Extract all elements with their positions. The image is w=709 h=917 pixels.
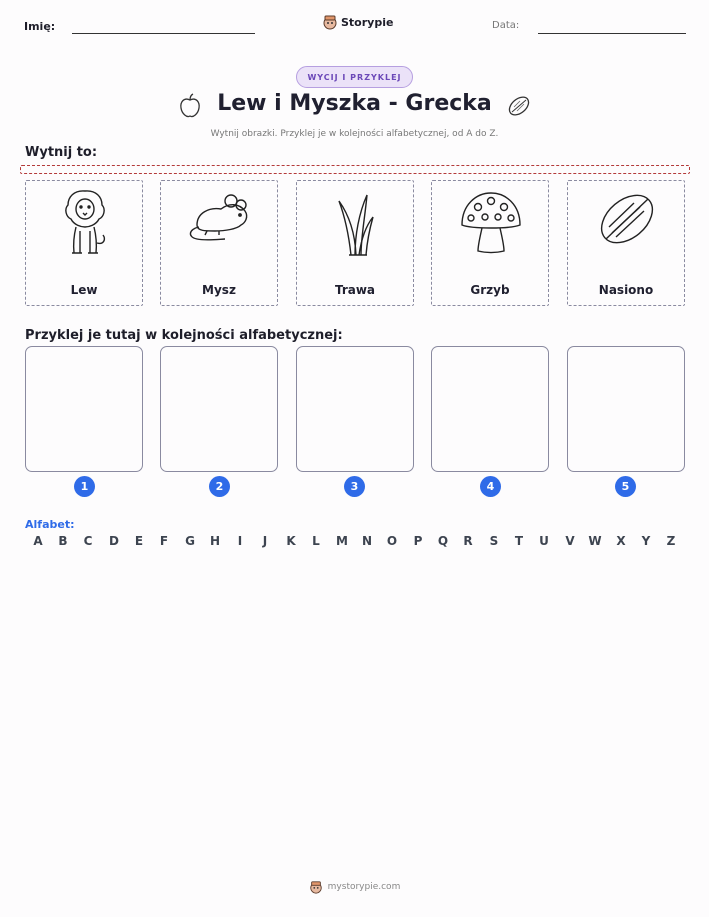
alphabet-letter: I <box>237 534 243 548</box>
alphabet-row <box>25 534 685 550</box>
alphabet-label: Alfabet: <box>25 518 75 531</box>
paste-section-label: Przyklej je tutaj w kolejności alfabetycznej: <box>25 328 343 343</box>
activity-badge: WYCIJ I PRZYKLEJ <box>296 66 413 88</box>
alphabet-letter: E <box>134 534 144 548</box>
instructions: Wytnij obrazki. Przyklej je w kolejności alfabetycznej, od A do Z. <box>210 129 499 139</box>
name-line <box>72 33 255 34</box>
alphabet-letter: A <box>33 534 43 548</box>
storypie-mascot-icon <box>309 880 323 894</box>
footer-url[interactable]: mystorypie.com <box>327 882 401 892</box>
alphabet-letter: N <box>361 534 373 548</box>
name-label: Imię: <box>24 20 56 33</box>
apple-icon <box>178 93 202 119</box>
alphabet-letter: R <box>463 534 473 548</box>
alphabet-letter: L <box>312 534 320 548</box>
alphabet-letter: W <box>588 534 602 548</box>
cut-section-label: Wytnij to: <box>25 145 98 160</box>
mushroom-icon <box>456 187 526 257</box>
mouse-icon <box>185 187 255 257</box>
card-label: Lew <box>70 283 98 297</box>
number-badge-3: 3 <box>344 476 365 497</box>
alphabet-letter: K <box>286 534 296 548</box>
alphabet-letter: T <box>514 534 524 548</box>
paste-box-2[interactable] <box>160 346 278 472</box>
storypie-mascot-icon <box>322 14 338 30</box>
alphabet-letter: Y <box>641 534 651 548</box>
alphabet-letter: Z <box>666 534 676 548</box>
card-label: Grzyb <box>470 283 510 297</box>
alphabet-letter: X <box>616 534 626 548</box>
brand-logo <box>322 14 393 30</box>
alphabet-letter: V <box>565 534 575 548</box>
number-badge-4: 4 <box>480 476 501 497</box>
card-label: Nasiono <box>598 283 654 297</box>
seed-icon <box>592 187 662 257</box>
number-badge-2: 2 <box>209 476 230 497</box>
paste-box-5[interactable] <box>567 346 685 472</box>
grass-icon <box>321 187 391 257</box>
alphabet-letter: U <box>539 534 549 548</box>
cut-card-mouse[interactable] <box>160 180 278 306</box>
alphabet-letter: S <box>489 534 499 548</box>
alphabet-letter: B <box>58 534 68 548</box>
cut-card-mushroom[interactable] <box>431 180 549 306</box>
cut-card-grass[interactable] <box>296 180 414 306</box>
cut-card-lion[interactable] <box>25 180 143 306</box>
number-badge-5: 5 <box>615 476 636 497</box>
alphabet-letter: O <box>386 534 398 548</box>
alphabet-letter: P <box>413 534 423 548</box>
date-line <box>538 33 686 34</box>
footer <box>0 880 709 894</box>
brand-name: Storypie <box>341 15 394 29</box>
alphabet-letter: C <box>83 534 93 548</box>
alphabet-letter: J <box>262 534 268 548</box>
paste-box-1[interactable] <box>25 346 143 472</box>
card-label: Trawa <box>334 283 376 297</box>
card-label: Mysz <box>202 283 236 297</box>
alphabet-letter: Q <box>437 534 449 548</box>
seed-title-icon <box>506 93 532 119</box>
page-title: Lew i Myszka - Grecka <box>217 91 492 116</box>
alphabet-letter: M <box>336 534 348 548</box>
alphabet-letter: G <box>185 534 195 548</box>
lion-icon <box>50 187 120 257</box>
alphabet-letter: H <box>209 534 221 548</box>
title-row <box>0 91 709 123</box>
alphabet-letter: D <box>109 534 119 548</box>
cut-card-seed[interactable] <box>567 180 685 306</box>
alphabet-letter: F <box>159 534 169 548</box>
paste-box-3[interactable] <box>296 346 414 472</box>
cut-line <box>20 165 690 174</box>
number-badge-1: 1 <box>74 476 95 497</box>
header <box>0 14 709 40</box>
paste-box-4[interactable] <box>431 346 549 472</box>
date-label: Data: <box>492 20 520 31</box>
